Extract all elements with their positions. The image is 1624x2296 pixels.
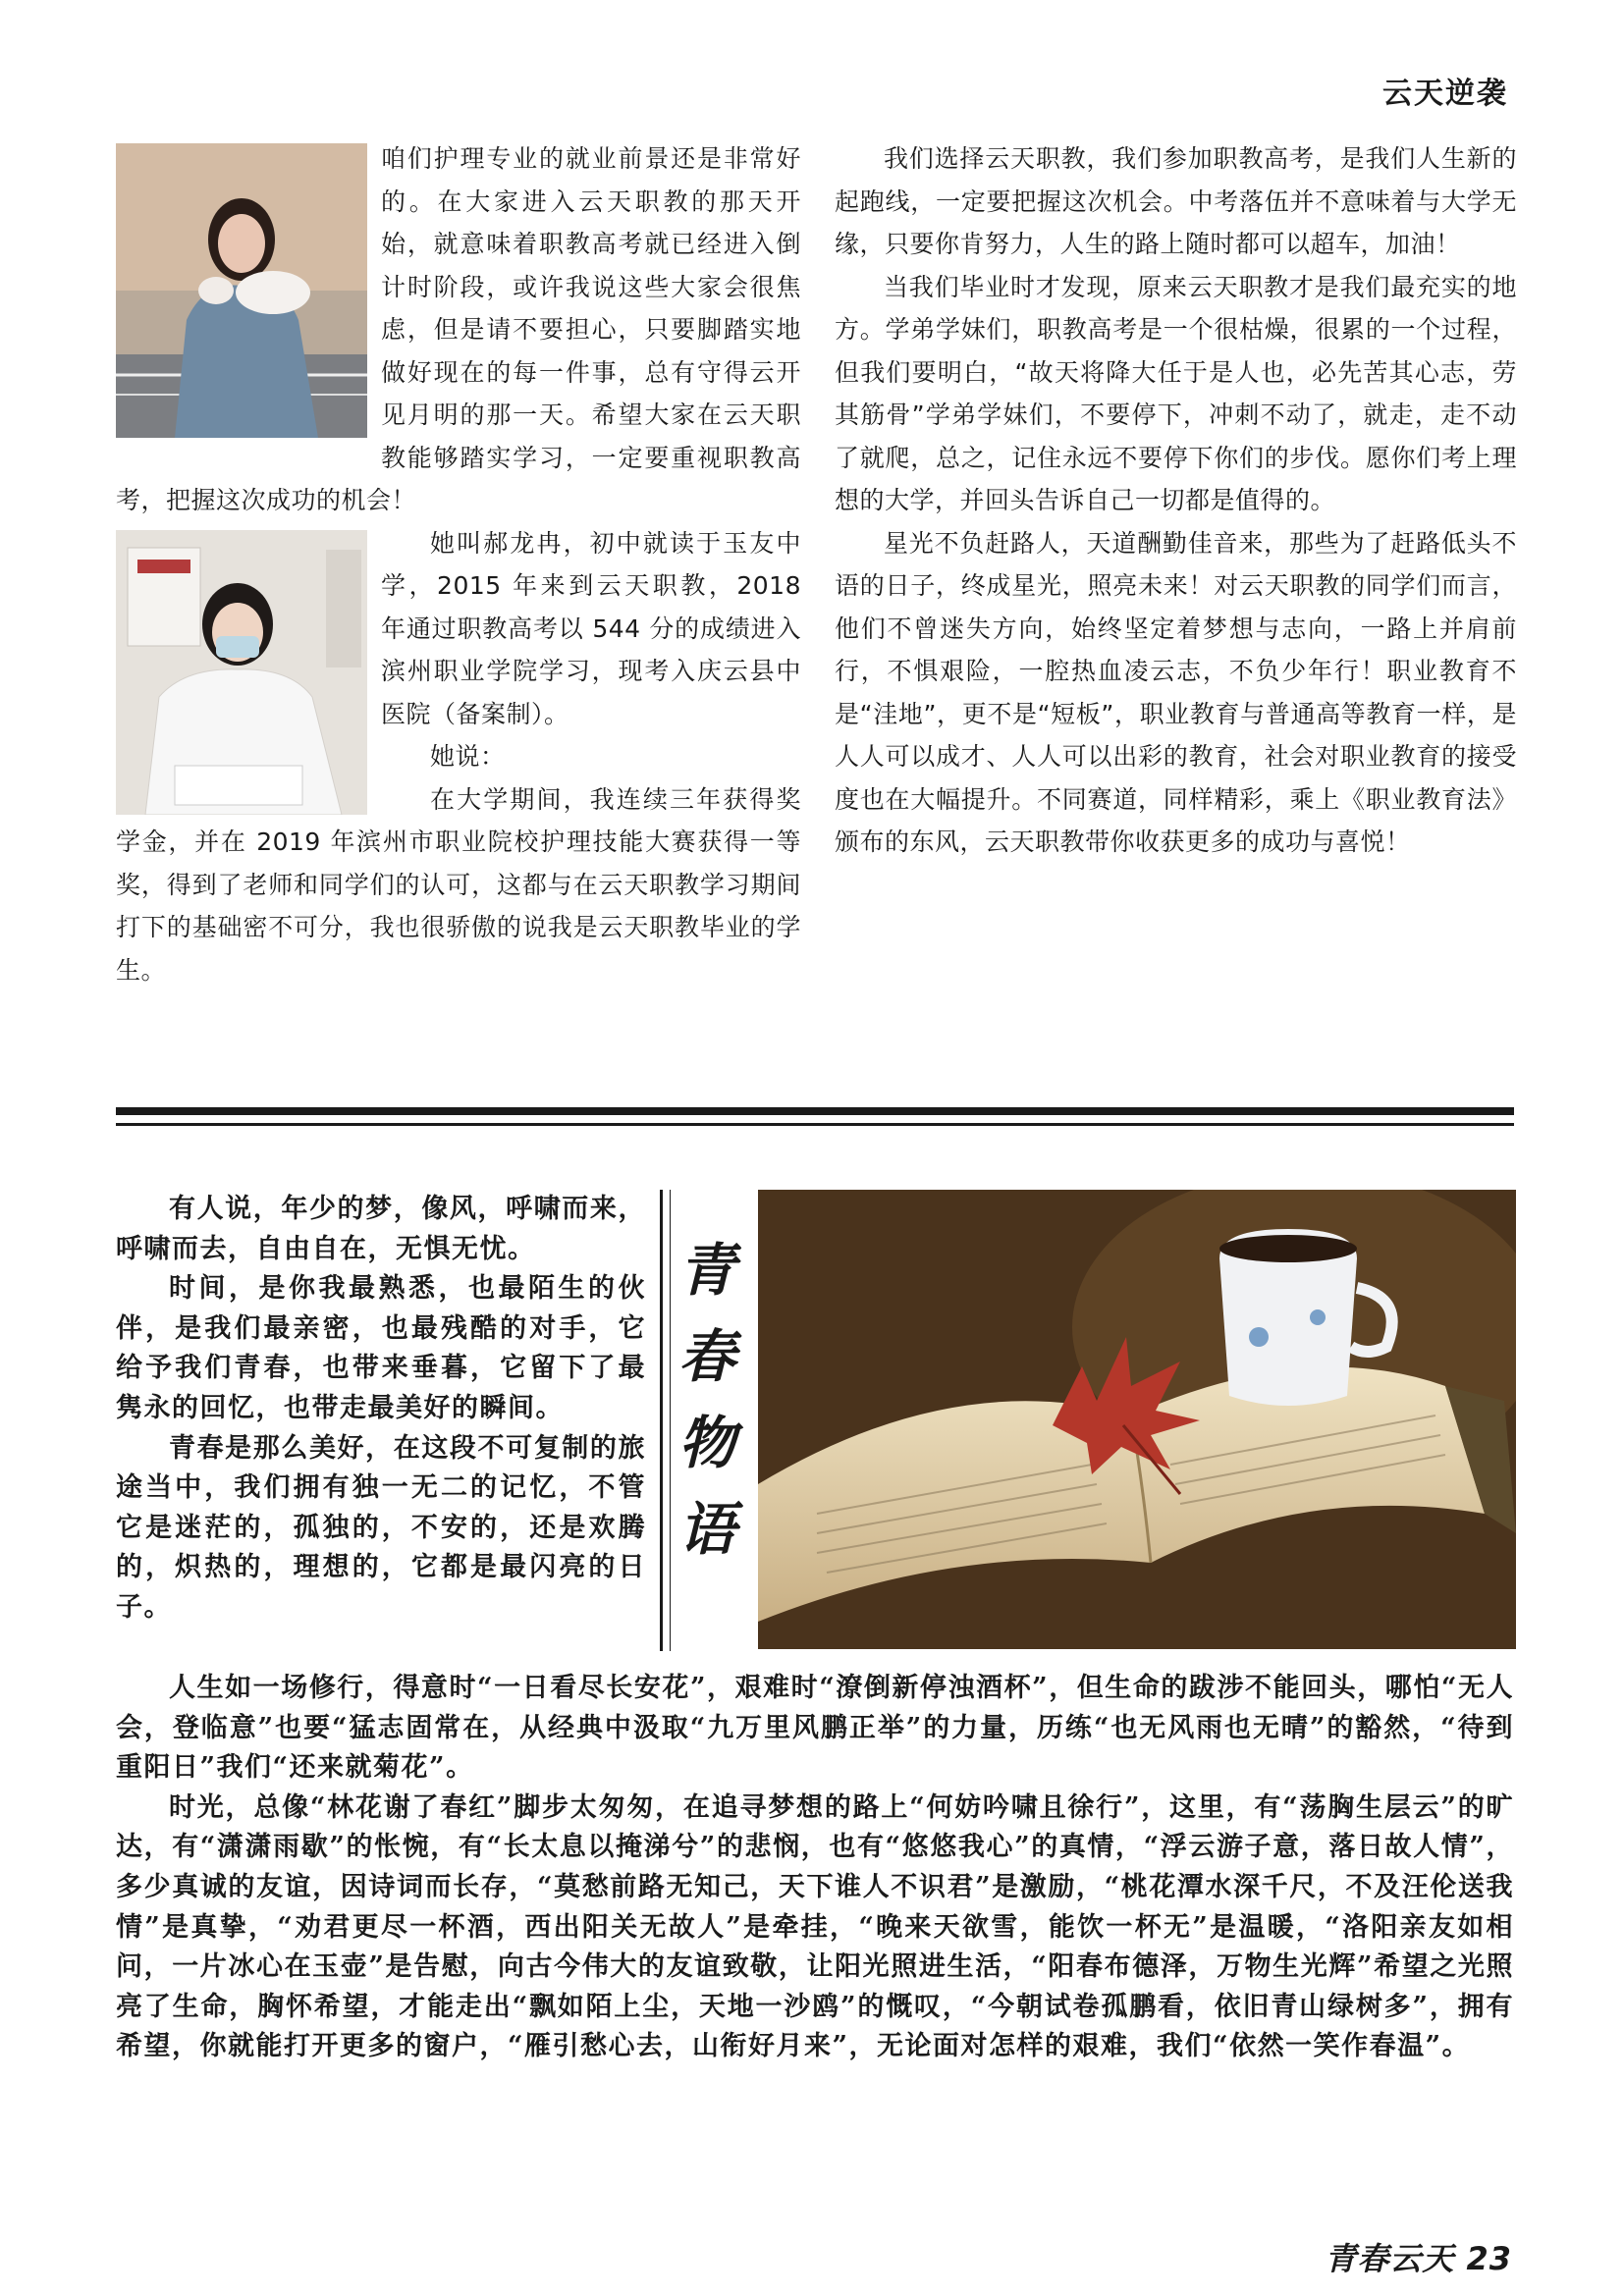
left-column: [116, 137, 801, 991]
paragraph-career-outlook: 咱们护理专业的就业前景还是非常好的。在大家进入云天职教的那天开始，就意味着职教高考就已经进入倒计时阶段，或许我说这些大家会很焦虑，但是请不要担心，只要脚踏实地做好现在的每一件事，总有守得云开见月明的那一天。希望大家在云天职教能够踏实学习，一定要重视职教高考，把握这次成功的机会！: [116, 144, 801, 514]
essay-paragraph-youth: 青春是那么美好，在这段不可复制的旅途当中，我们拥有独一无二的记忆，不管它是迷茫的，孤独的，不安的，还是欢腾的，炽热的，理想的，它都是最闪亮的日子。: [116, 1432, 646, 1623]
page-footer: [1325, 2234, 1512, 2279]
paragraph-vocational-education: 星光不负赶路人，天道酬勤佳音来，那些为了赶路低头不语的日子，终成星光，照亮未来！对云天职教的同学们而言，他们不曾迷失方向，始终坚定着梦想与志向，一路上并肩前行，不惧艰险，一腔热血凌云志，不负少年行！职业教育不是“洼地”，更不是“短板”，职业教育与普通高等教育一样，是人人可以成才、人人可以出彩的教育，社会对职业教育的接受度也在大幅提升。不同赛道，同样精彩，乘上《职业教育法》颁布的东风，云天职教带你收获更多的成功与喜悦！: [835, 528, 1517, 856]
essay-paragraph-time: 时间，是你我最熟悉，也最陌生的伙伴，是我们最亲密，也最残酷的对手，它给予我们青春，也带来垂暮，它留下了最隽永的回忆，也带走最美好的瞬间。: [116, 1273, 646, 1423]
section-title: 云天逆袭: [1382, 77, 1508, 111]
page-number: 23: [1466, 2240, 1512, 2277]
paragraph-graduation-reflection: 当我们毕业时才发现，原来云天职教才是我们最充实的地方。学弟学妹们，职教高考是一个很枯燥，很累的一个过程，但我们要明白，“故天将降大任于是人也，必先苦其心志，劳其筋骨”学弟学妹们，不要停下，冲刺不动了，就走，走不动了就爬，总之，记住永远不要停下你们的步伐。愿你们考上理想的大学，并回头告诉自己一切都是值得的。: [835, 272, 1517, 514]
student-photo-winter: [116, 143, 367, 438]
student-photo-nurse: [116, 530, 367, 815]
paragraph-she-said: 她说：: [430, 742, 506, 771]
paragraph-choose-yuntian: 我们选择云天职教，我们参加职教高考，是我们人生新的起跑线，一定要把握这次机会。中考落伍并不意味着与大学无缘，只要你肯努力，人生的路上随时都可以超车，加油！: [835, 144, 1517, 258]
essay-vertical-title: 青春物语: [677, 1237, 735, 1563]
essay-paragraph-dream: 有人说，年少的梦，像风，呼啸而来，呼啸而去，自由自在，无惧无忧。: [116, 1194, 646, 1264]
right-column: [835, 137, 1517, 864]
book-maple-leaf-photo: [758, 1190, 1516, 1649]
paragraph-student-intro: 她叫郝龙冉，初中就读于玉友中学，2015 年来到云天职教，2018 年通过职教高考以 544 分的成绩进入滨州职业学院学习，现考入庆云县中医院（备案制）。: [381, 528, 801, 728]
essay-intro-column: [116, 1190, 646, 1629]
title-rule-thin: [670, 1190, 671, 1651]
essay-paragraph-life-practice: 人生如一场修行，得意时“一日看尽长安花”，艰难时“潦倒新停浊酒杯”，但生命的跋涉不能回头，哪怕“无人会，登临意”也要“猛志固常在，从经典中汲取“九万里风鹏正举”的力量，历练“也无风雨也无晴”的豁然，“待到重阳日”我们“还来就菊花”。: [116, 1673, 1514, 1784]
essay-paragraph-time-poetry: 时光，总像“林花谢了春红”脚步太匆匆，在追寻梦想的路上“何妨吟啸且徐行”，这里，有“荡胸生层云”的旷达，有“潇潇雨歇”的怅惋，有“长太息以掩涕兮”的悲悯，也有“悠悠我心”的真情，“浮云游子意，落日故人情”，多少真诚的友谊，因诗词而长存，“莫愁前路无知己，天下谁人不识君”是激励，“桃花潭水深千尺，不及汪伦送我情”是真挚，“劝君更尽一杯酒，西出阳关无故人”是牵挂，“晚来天欲雪，能饮一杯无”是温暖，“洛阳亲友如相问，一片冰心在玉壶”是告慰，向古今伟大的友谊致敬，让阳光照进生活，“阳春布德泽，万物生光辉”希望之光照亮了生命，胸怀希望，才能走出“飘如陌上尘，天地一沙鸥”的慨叹，“今朝试卷孤鹏看，依旧青山绿树多”，拥有希望，你就能打开更多的窗户，“雁引愁心去，山衔好月来”，无论面对怎样的艰难，我们“依然一笑作春温”。: [116, 1791, 1514, 2062]
section-divider: [116, 1107, 1514, 1126]
magazine-name: 青春云天: [1325, 2240, 1455, 2277]
paragraph-university-achievement: 在大学期间，我连续三年获得奖学金，并在 2019 年滨州市职业院校护理技能大赛获得一等奖，得到了老师和同学们的认可，这都与在云天职教学习期间打下的基础密不可分，我也很骄傲的说我是云天职教毕业的学生。: [116, 784, 801, 985]
title-rule-thick: [660, 1190, 663, 1651]
essay-body-column: [116, 1669, 1514, 2067]
